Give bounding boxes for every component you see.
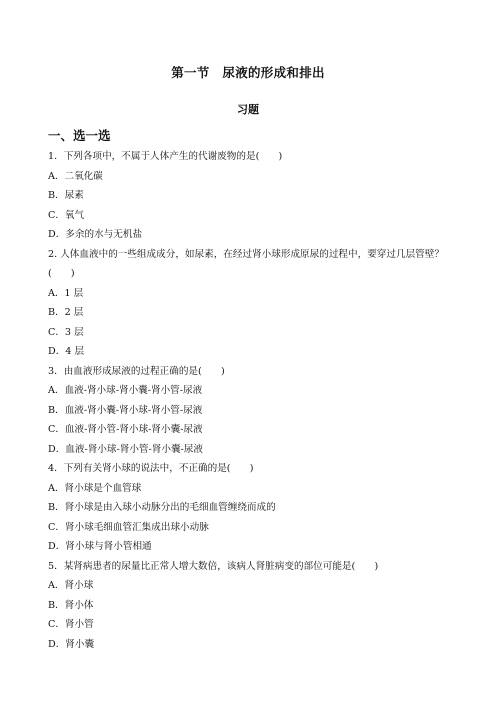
question-2-option-c: C．3 层 <box>48 326 84 338</box>
question-2-option-b: B．2 层 <box>48 307 84 318</box>
question-2-option-a: A．1 层 <box>48 287 84 299</box>
section-heading: 一、选一选 <box>48 128 111 143</box>
question-1-option-b: B．尿素 <box>48 190 84 201</box>
question-5-option-c: C．肾小管 <box>48 619 94 630</box>
question-4-option-b: B．肾小球是由入球小动脉分出的毛细血管缠绕而成的 <box>48 502 276 513</box>
question-2-stem-cont: ( ) <box>48 268 75 279</box>
question-4-option-c: C．肾小球毛细血管汇集成出球小动脉 <box>48 521 209 533</box>
question-5-option-d: D．肾小囊 <box>48 638 95 650</box>
question-3-option-a: A．血液-肾小球-肾小囊-肾小管-尿液 <box>48 385 203 396</box>
question-4-option-d: D．肾小球与肾小管相通 <box>48 541 152 552</box>
question-3-stem: 3．由血液形成尿液的过程正确的是( ) <box>48 365 225 377</box>
page-title: 第一节 尿液的形成和排出 <box>171 65 325 80</box>
question-4-option-a: A．肾小球是个血管球 <box>48 482 142 494</box>
question-1-stem: 1．下列各项中，不属于人体产生的代谢废物的是( ) <box>48 151 283 162</box>
question-5-stem: 5．某肾病患者的尿量比正常人增大数倍，该病人肾脏病变的部位可能是( ) <box>48 560 379 572</box>
page-subtitle: 习题 <box>237 103 259 116</box>
question-3-option-d: D．血液-肾小球-肾小管-肾小囊-尿液 <box>48 443 203 455</box>
question-2-option-d: D．4 层 <box>48 346 85 357</box>
question-2-stem: 2. 人体血液中的一些组成成分，如尿素，在经过肾小球形成原尿的过程中，要穿过几层管壁？ <box>48 248 444 260</box>
question-1-option-d: D．多余的水与无机盐 <box>48 229 143 240</box>
question-1-option-a: A．二氧化碳 <box>48 170 103 182</box>
question-5-option-b: B．肾小体 <box>48 599 94 611</box>
question-4-stem: 4．下列有关肾小球的说法中，不正确的是( ) <box>48 463 254 474</box>
question-list <box>48 147 458 654</box>
question-3-option-c: C．血液-肾小管-肾小球-肾小囊-尿液 <box>48 424 203 435</box>
question-1-option-c: C．氧气 <box>48 209 85 221</box>
question-5-option-a: A．肾小球 <box>48 580 94 591</box>
question-3-option-b: B．血液-肾小囊-肾小球-肾小管-尿液 <box>48 404 203 416</box>
